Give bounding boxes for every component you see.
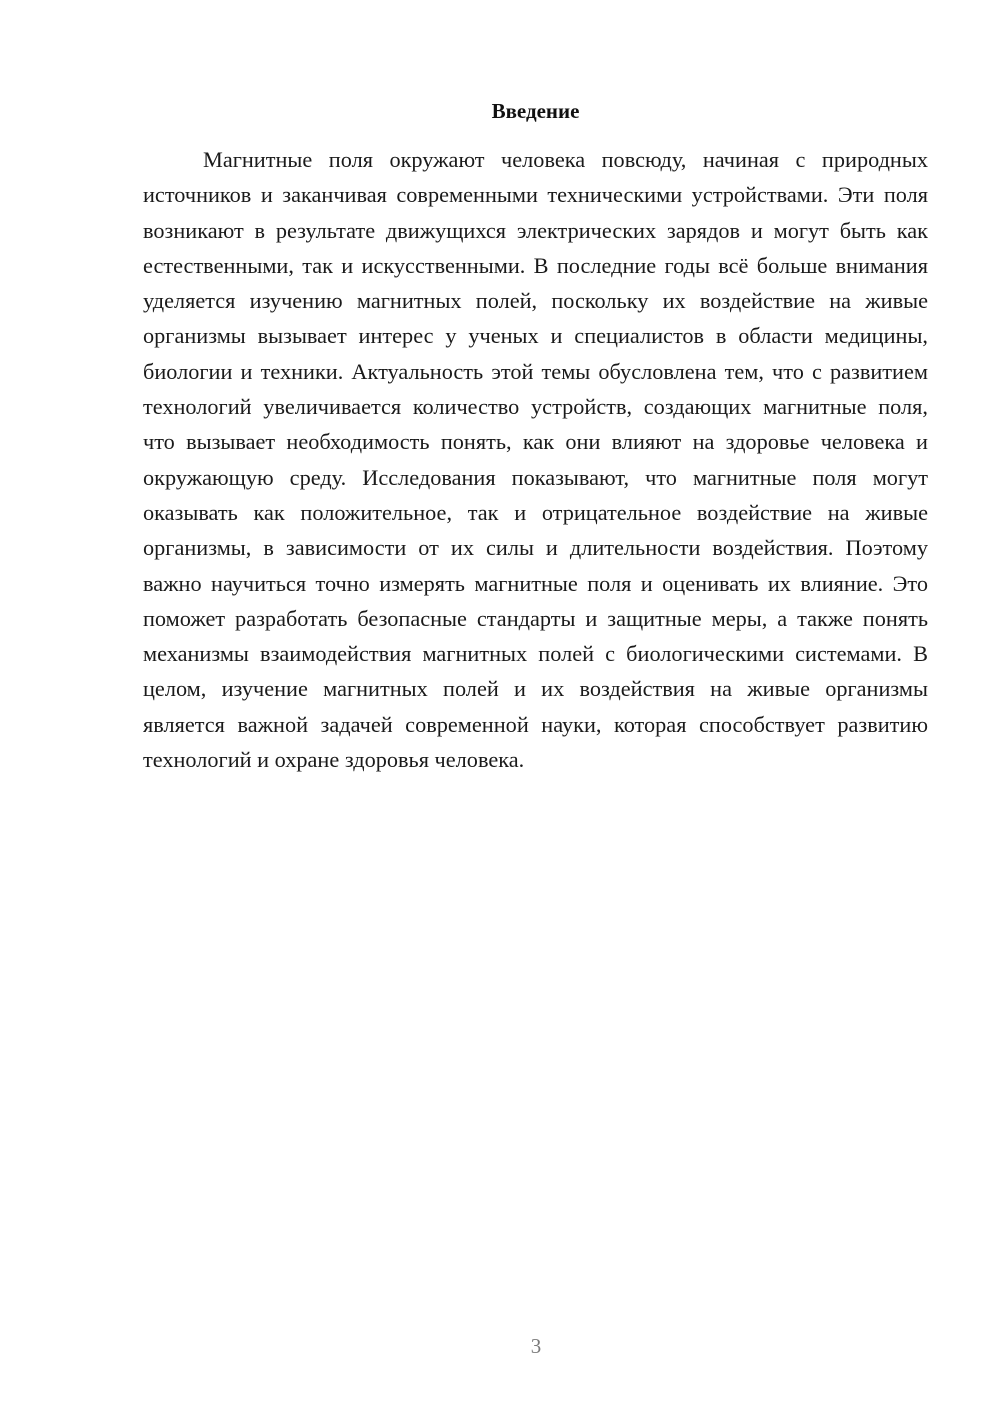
page-number: 3 bbox=[530, 1334, 542, 1358]
body-paragraph: Магнитные поля окружают человека повсюду, начиная с природных источников и заканчивая современными техническими устройствами. Эти поля возникают в результате движущихся электрических зарядов и могут быть как естественными, так и искусственными. В последние годы всё больше внимания уделяется изучению магнитных полей, поскольку их воздействие на живые организмы вызывает интерес у ученых и специалистов в области медицины, биологии и техники. Актуальность этой темы обусловлена тем, что с развитием технологий увеличивается количество устройств, создающих магнитные поля, что вызывает необходимость понять, как они влияют на здоровье человека и окружающую среду. Исследования показывают, что магнитные поля могут оказывать как положительное, так и отрицательное воздействие на живые организмы, в зависимости от их силы и длительности воздействия. Поэтому важно научиться точно измерять магнитные поля и оценивать их влияние. Это поможет разработать безопасные стандарты и защитные меры, а также понять механизмы взаимодействия магнитных полей с биологическими системами. В целом, изучение магнитных полей и их воздействия на живые организмы является важной задачей современной науки, которая способствует развитию технологий и охране здоровья человека. bbox=[143, 147, 928, 773]
page-title: Введение bbox=[491, 99, 580, 123]
